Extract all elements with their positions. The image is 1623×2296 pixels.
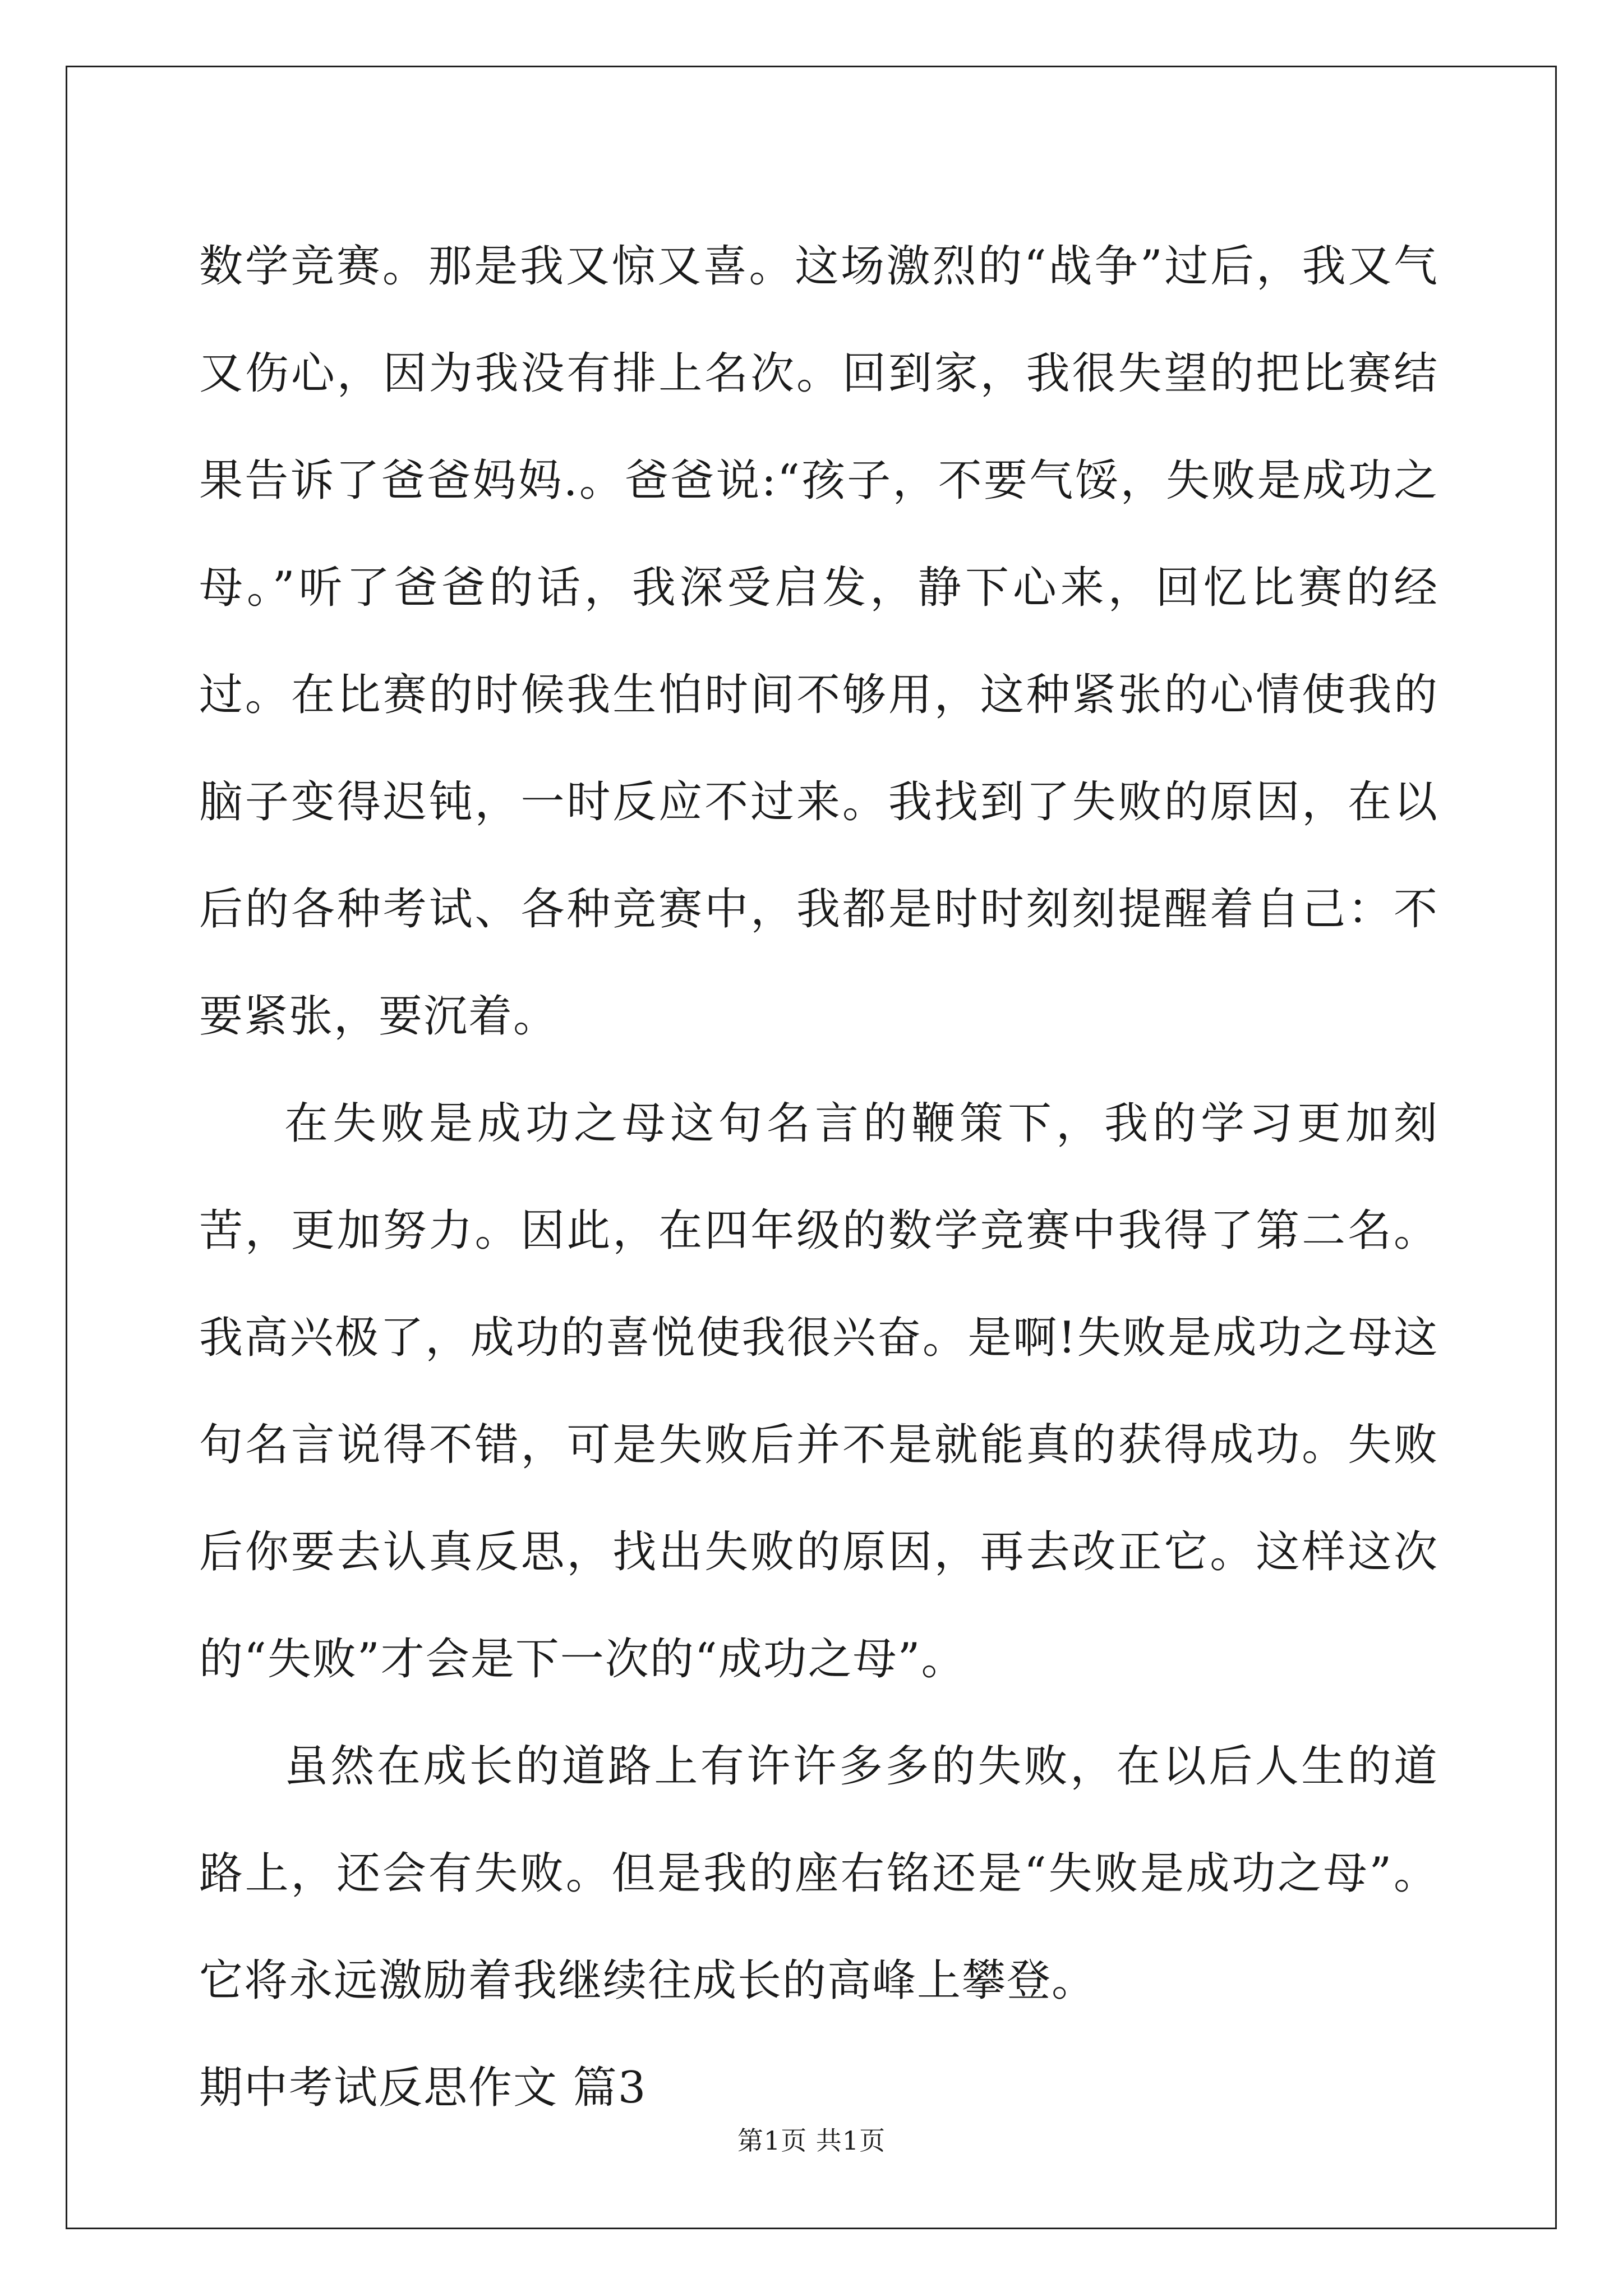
document-body	[199, 213, 1438, 2142]
paragraph-3: 虽然在成长的道路上有许许多多的失败，在以后人生的道路上，还会有失败。但是我的座右铭还是“失败是成功之母”。它将永远激励着我继续往成长的高峰上攀登。	[199, 1741, 1438, 2006]
paragraph-2: 在失败是成功之母这句名言的鞭策下，我的学习更加刻苦，更加努力。因此，在四年级的数学竞赛中我得了第二名。我高兴极了，成功的喜悦使我很兴奋。是啊!失败是成功之母这句名言说得不错，可是失败后并不是就能真的获得成功。失败后你要去认真反思，找出失败的原因，再去改正它。这样这次的“失败”才会是下一次的“成功之母”。	[199, 1098, 1438, 1685]
paragraph-1: 数学竞赛。那是我又惊又喜。这场激烈的“战争”过后，我又气又伤心，因为我没有排上名次。回到家，我很失望的把比赛结果告诉了爸爸妈妈.。爸爸说:“孩子，不要气馁，失败是成功之母。”听了爸爸的话，我深受启发，静下心来，回忆比赛的经过。在比赛的时候我生怕时间不够用，这种紧张的心情使我的脑子变得迟钝，一时反应不过来。我找到了失败的原因，在以后的各种考试、各种竞赛中，我都是时时刻刻提醒着自己：不要紧张，要沉着。	[199, 241, 1438, 1042]
section-heading: 期中考试反思作文 篇3	[199, 2063, 647, 2113]
page-number-footer: 第1页 共1页	[737, 2125, 886, 2156]
